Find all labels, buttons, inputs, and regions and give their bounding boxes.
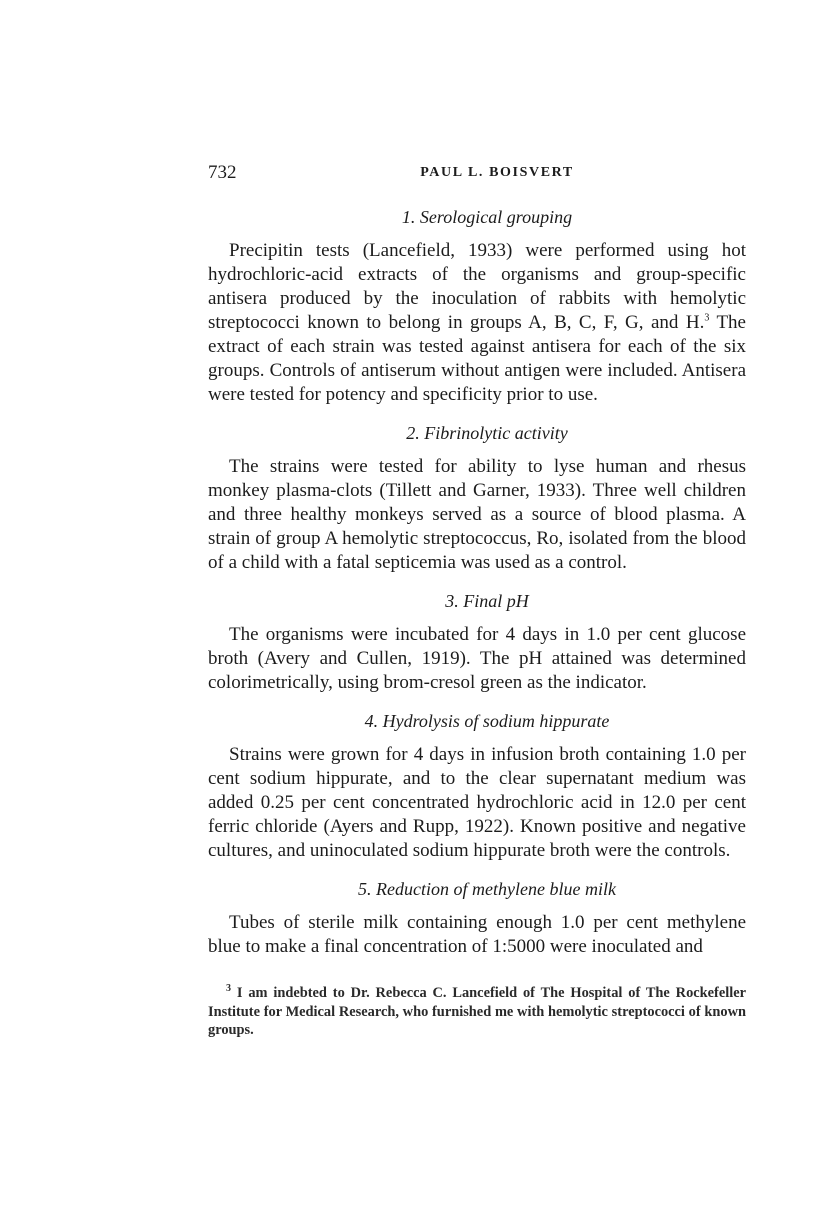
body-text: [208, 205, 746, 973]
section-heading-fibrinolytic-activity: 2. Fibrinolytic activity: [406, 423, 568, 443]
paragraph-final-ph: The organisms were incubated for 4 days in 1.0 per cent glucose broth (Avery and Cullen, 1919). The pH attained was determined colorimetrically, using brom-cresol green as the indicator.: [208, 624, 746, 693]
paragraph-fibrinolytic-activity: The strains were tested for ability to lyse human and rhesus monkey plasma-clots (Tillett and Garner, 1933). Three well children and three healthy monkeys served as a source of blood plasma. A strain of group A hemolytic streptococcus, Ro, isolated from the blood of a child with a fatal septicemia was used as a control.: [208, 456, 746, 573]
paragraph-text: Precipitin tests (Lancefield, 1933) were performed using hot hydrochloric-acid extracts of the organisms and group-specific antisera produced by the inoculation of rabbits with hemolytic streptococci known to belong in groups A, B, C, F, G, and H.: [208, 240, 746, 333]
paragraph-methylene-blue-milk: Tubes of sterile milk containing enough 1.0 per cent methylene blue to make a final concentration of 1:5000 were inoculated and: [208, 912, 746, 957]
paragraph-serological-grouping: [208, 239, 746, 407]
footnote-reference: 3: [704, 312, 710, 324]
running-head: PAUL L. BOISVERT: [420, 165, 574, 180]
paragraph-text-continued: The extract of each strain was tested against antisera for each of the six groups. Controls of antiserum without antigen were included. Antisera were tested for potency and specificity prior to use.: [208, 312, 746, 405]
paragraph-hippurate-hydrolysis: Strains were grown for 4 days in infusion broth containing 1.0 per cent sodium hippurate, and to the clear supernatant medium was added 0.25 per cent concentrated hydrochloric acid in 12.0 per cent ferric chloride (Ayers and Rupp, 1922). Known positive and negative cultures, and uninoculated sodium hippurate broth were the controls.: [208, 744, 746, 861]
section-heading-serological-grouping: 1. Serological grouping: [401, 207, 573, 227]
page-number: 732: [208, 162, 237, 183]
page-header: [208, 162, 746, 190]
footnote-marker: 3: [226, 983, 231, 995]
section-heading-methylene-blue-milk: 5. Reduction of methylene blue milk: [358, 879, 616, 899]
footnote: [208, 984, 746, 1040]
section-heading-hippurate-hydrolysis: 4. Hydrolysis of sodium hippurate: [364, 711, 610, 731]
footnote-text: I am indebted to Dr. Rebecca C. Lancefield of The Hospital of The Rockefeller Institute for Medical Research, who furnished me with hemolytic streptococci of known groups.: [208, 985, 746, 1038]
section-heading-final-ph: 3. Final pH: [445, 591, 529, 611]
